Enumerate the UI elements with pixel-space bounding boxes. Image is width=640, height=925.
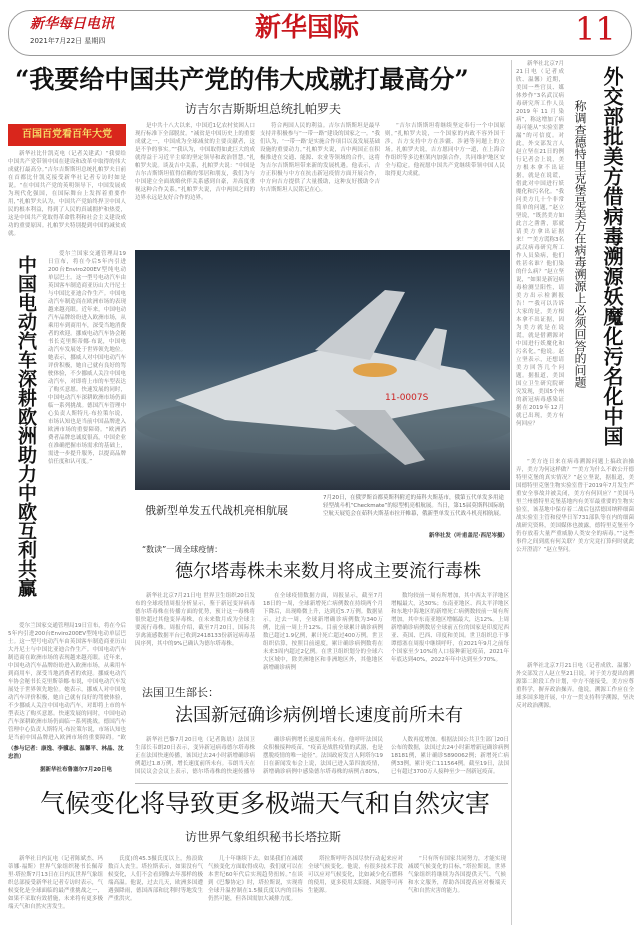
- side-subtitle: 称调查德特里克堡是美方在病毒溯源上必须回答的问题: [573, 100, 587, 388]
- covid-kicker: “数读”一周全球疫情：: [142, 545, 223, 554]
- covid-body-1: 新华社北京7月21日电 世界卫生组织20日发布的全球疫情周报分析显示，鉴于新冠变异病毒德尔塔毒株在传播方面的优势，预计这一毒株将很快超过其他变异毒株，在未来数月成为全球主要流行毒株。周报介绍，截至7月20日，国际共享禽流感数据平台已收到2418133份新冠病毒基因序列，其中的9%已确认为德尔塔毒株。: [135, 593, 255, 647]
- ev-byline: （参与记者：康逸、李骥志、温馨平、林晶、沈忠浩）: [8, 746, 124, 760]
- divider: [135, 783, 508, 784]
- page-number: 11: [575, 10, 616, 48]
- side-body-1: 新华社北京7月21日电（记者成欣、温馨）近期，美国一些官员、媒体炒作“3名武汉病毒研究所工作人员2019年11月染病”，称这增加了病毒可能从“实验室泄漏”的可信度。对此，外交部发言人赵立坚在21日的例行记者会上说，美方根本拿不出证据，就是在说谎，借此对中国进行妖魔化和污名化。“我问美方几十个非常简单的问题，”赵立坚说，“既然美方如此言之凿凿，那就请美方拿出证据来！”“美方谎称3名武汉病毒研究所工作人员染病，他们姓甚名谁？他们染的什么病？”赵立坚说，“如果是新冠病毒检测呈阳性，请美方出示检测报告！”“我可以告诉大家的是，美方根本拿不出证据，因为美方就是在说谎，就是借溯源对中国进行妖魔化和污名化，”他说。赵立坚表示，还想请美方回答几个问题。据报道，美国国立卫生研究院研究发现，美国5个州的新冠病毒感染证据在2019年12月就已出现，美方有何回应？: [516, 61, 564, 427]
- climate-body-1: 新华社日内瓦电（记者陈斌杰、玛蒂娜·福斯）世界气象组织秘书长佩蒂里·塔拉斯7月13日在日内瓦世界气象组织总部接受新华社记者专访时表示，气候变化是全球面临的最严重挑战之一，如果不采取有效措施，未来将有更多极端天气和自然灾害发生。: [8, 856, 103, 910]
- column-divider: [511, 60, 512, 925]
- side-body-2: “美方连日来在病毒溯源问题上搞政治操弄，美方为何这样做？”“美方为什么不敢公开德特里克堡的真实情况？”赵立坚说，据报道，美国德特里克堡生物实验室曾于2019年7月发生严重安全事故并被关闭，美方有何回应？“美国马里兰州德特里克堡基地内有美军最重要的生物实验室，该基地中保存着二战后包括德国纳粹细菌战实验室主管和侵华日军731部队等在内的细菌战研究资料，美国媒体也披露，德特里克堡至今仍存放着大量严重威胁人类安全的病毒。”“这些事件之间到底有何关联？美方究竟打算何时就此公开澄清？”赵立坚问。: [516, 459, 634, 553]
- ev-body: 爱尔兰国家交通管理局19日宣布，将在今后5年内引进200台Enviro200EV型纯电动单层巴士。这一型号电动汽车由英国客车制造商亚历山大丹尼士与中国比亚迪合作生产。中国电动汽车制造商在欧洲市场的表现越来越亮眼。近年来，中国电动汽车品牌纷纷进入欧洲市场，从乘用车到商用车，深受当地消费者的欢迎。挪威电动汽车协会秘书长克里斯蒂娜·布说，中国电动汽车发展处于世界领先地位。她表示，挪威人对中国电动汽车评价积极，她自己就有良好的驾驶体验，不少挪威人关注中国电动汽车，对即将上市的车型表达了购买意愿。快速发展的同时，中国电动汽车深耕欧洲市场仍面临一系列挑战。德国汽车管理中心负责人斯特凡·布拉策尔说，市场认知也是当前中国品牌进入欧洲市场的重要障碍。“欧洲消费者品牌忠诚度很高，中国企业在准确把握市场需求的基础上，需进一步提升服务，以提高品牌信任度和认可度。”: [48, 251, 126, 465]
- france-headline: 法国新冠确诊病例增长速度前所未有: [175, 705, 463, 726]
- climate-headline: 气候变化将导致更多极端天气和自然灾害: [40, 789, 491, 818]
- lead-subtitle: 访吉尔吉斯斯坦总统扎帕罗夫: [185, 102, 342, 116]
- lead-body-4: “吉尔吉斯斯坦将继续坚定奉行一个中国原则，”扎帕罗夫说，一个国家的内政不容外国干涉，吉方支持中方在涉疆、涉港等问题上的立场。扎帕罗夫说，吉方愿同中方一道，在上海合作组织等多边框架内加强合作，共同维护地区安全与稳定。他祝愿中国共产党继续带领中国人民取得更大成就。: [385, 123, 505, 177]
- lead-body-2: 是中共十八大以来，中国近1亿农村贫困人口现行标准下全部脱贫。“减贫是中国历史上的重要成就之一，中国成为全球减贫的主要贡献者，这是不争的事实。”“我认为，中国取得如此巨大的成就得益于习近平主席的坚定领导和政治智慧。”扎帕罗夫说。谈及吉中关系，扎帕罗夫说：“中国是吉尔吉斯斯坦值得信赖的邻居和朋友，我们为与中国建立全面战略伙伴关系感到自豪，并高度重视这种合作关系。”扎帕罗夫说，吉中两国之间的边界永远是友好合作的边界。: [135, 123, 255, 201]
- covid-headline: 德尔塔毒株未来数月将成主要流行毒株: [175, 561, 481, 582]
- climate-body-2: 氏度)的45.3摄氏度以上，热浪致数百人丧生。塔拉斯表示，如果没有气候变化，人们不会看到像去年那样的极端高温。他说，过去几天，欧洲多国遭遇强降雨，德国西部和比利时等地发生严重洪灾。: [108, 856, 203, 902]
- france-body-2: 确诊病例增长速度前所未有。他呼吁法国民众积极接种疫苗，“疫苗是战胜疫情的武器，也是摆脱疫情的唯一途径”。法国政府发言人阿塔尔19日在新闻发布会上说，法国已进入第四波疫情，新增确诊病例中感染德尔塔毒株的病例占80%，: [263, 737, 383, 775]
- fighter-jet-illustration: [135, 250, 510, 490]
- column-banner: 百国百党看百年大党: [8, 124, 126, 146]
- covid-body-2: 在全球疫情数据方面，周报显示，截至7月18日的一周，全球新增死亡病例数在持续两个月下降后，出现略微上升，达到近5.7万例。数据显示，过去一周，全球新增确诊病例数为340万例，比前一周上升12%。目前全球累计确诊病例数已超过1.9亿例，累计死亡超过400万例。世卫组织估算，按照目前速度，累计确诊病例数将在未来3周内超过2亿例。在世卫组织划分的全球六大区域中，除美洲地区和非洲地区外，其他地区新增确诊病例: [263, 593, 383, 671]
- section-title: 新华国际: [255, 13, 360, 43]
- climate-body-5: “只有所有国家共同努力，才能实现减缓气候变化的目标，”塔拉斯说，世界气象组织将继续为各国提供天气、气候和水文服务，帮助各国提高应对极端天气和自然灾害的能力。: [408, 856, 506, 894]
- lead-body-3: 符合两国人民的利益。吉尔吉斯斯坦是最早支持并积极参与“一带一路”建设的国家之一。“我们认为，‘一带一路’是实施合作项目以及发展基础设施的重要动力，”扎帕罗夫说，吉中两国正在积极推进在交通、能源、农业等领域的合作，这将为吉尔吉斯斯坦带来新的发展机遇。他表示，吉方正积极与中方在抗击新冠疫情方面开展合作，中方向吉方提供了大量援助，这种友好援助令吉尔吉斯斯坦人民铭记在心。: [260, 123, 380, 193]
- france-kicker: 法国卫生部长：: [142, 686, 219, 699]
- photo-title: 俄新型单发五代战机亮相航展: [145, 504, 288, 517]
- issue-date: 2021年7月22日 星期四: [30, 37, 106, 45]
- airshow-photo: [135, 250, 510, 490]
- france-body-1: 新华社巴黎7月20日电（记者陈晨）法国卫生部长韦朗20日表示，变异新冠病毒德尔塔毒株正在法国快速传播，该国过去24小时新增确诊病例超过1.8万例，增长速度前所未有。韦朗当天在国民议会会议上表示，德尔塔毒株的快速传播导: [135, 737, 255, 775]
- climate-body-4: 塔拉斯呼吁各国尽快行动起来应对全球气候变化。他说，有很多技术手段可以应对气候变化，比如减少化石燃料的使用，更多使用太阳能、风能等可再生能源。: [308, 856, 403, 894]
- jet-tail-number: 11-0007S: [385, 393, 429, 403]
- newspaper-logo: 新华每日电讯: [30, 16, 114, 32]
- ev-headline: 中国电动汽车深耕欧洲助力中欧互利共赢: [15, 255, 37, 597]
- side-headline: 外交部批美方借病毒溯源妖魔化污名化中国: [600, 66, 624, 446]
- climate-subtitle: 访世界气象组织秘书长塔拉斯: [185, 830, 342, 844]
- france-body-3: 人数再度增加。根据法国公共卫生部门20日公布的数据，法国过去24小时新增新冠确诊病例18181例，累计确诊5890062例；新增死亡病例33例，累计死亡111564例。截至19日，法国已有超过3700万人接种至少一剂新冠疫苗。: [391, 737, 509, 775]
- lead-body-1: 新华社比什凯克电（记者关建武）“我要给中国共产党带领中国在建设和改革中取得的伟大成就打最高分。”吉尔吉斯斯坦总统扎帕罗夫日前在首都比什凯克接受新华社记者专访时如是说。“在中国共产党的英明领导下，中国发展成为现代化强国，在国际舞台上发挥着重要作用，”扎帕罗夫认为，中国共产党始终捍卫中国人民的根本利益，得到了人民的真诚拥护和热爱，这是中国共产党取得革命胜利和社会主义建设成功的重要原因。扎帕罗夫特别提到中国的减贫成就。: [8, 151, 126, 237]
- side-body-3: 新华社北京7月21日电（记者成欣、温馨）外交部发言人赵立坚21日说，对于美方提出的溯源第二阶段工作计划，中方不能接受，美方应尊重科学，摒弃政治操弄。他说，溯源工作应在全球多国多地开展，中方一贯支持科学溯源，坚决反对政治溯源。: [516, 663, 634, 709]
- photo-caption: 7月20日，在俄罗斯首都莫斯科附近的茹科夫斯基市，俄第五代单发多用途轻型战斗机“Checkmate”的原型机亮相航展。当日，第15届莫斯科国际航空航天展览会在茹科夫斯基市拉开帷幕，俄新型单发五代战斗机亮相航展。: [323, 495, 505, 517]
- photo-credit: 新华社发（叶甫盖尼·西尼岑摄）: [428, 533, 508, 539]
- covid-body-3: 数均较前一周有所增加，其中西太平洋地区增幅最大，达30%；东南亚地区、西太平洋地区和东地中海地区的新增死亡病例数较前一周有所增加，其中东南亚地区增幅最大，达12%。上周新增确诊病例数居全球前五位的国家是印度尼西亚、英国、巴西、印度和美国。世卫组织总干事谭德塞在周报中继续呼吁，在2021年9月之前每个国家至少10%的人口接种新冠疫苗，2021年年底达到40%，2022年年中达到至少70%。: [391, 593, 509, 663]
- ev-body-cont: 爱尔兰国家交通管理局19日宣布，将在今后5年内引进200台Enviro200EV型纯电动单层巴士。这一型号电动汽车由英国客车制造商亚历山大丹尼士与中国比亚迪合作生产。中国电动汽车制造商在欧洲市场的表现越来越亮眼。近年来，中国电动汽车品牌纷纷进入欧洲市场，从乘用车到商用车，深受当地消费者的欢迎。挪威电动汽车协会秘书长克里斯蒂娜·布说，中国电动汽车发展处于世界领先地位。她表示，挪威人对中国电动汽车评价积极，她自己就有良好的驾驶体验，不少挪威人关注中国电动汽车，对即将上市的车型表达了购买意愿。快速发展的同时，中国电动汽车深耕欧洲市场仍面临一系列挑战。德国汽车管理中心负责人斯特凡·布拉策尔说，市场认知也是当前中国品牌进入欧洲市场的重要障碍。“欧: [8, 623, 126, 741]
- climate-body-3: 几十年继续下去。如果我们在减缓气候变化方面取得成功，我们就可以在本世纪60年代后实现趋势扭转。”在谈到《巴黎协定》时，塔拉斯说，实现将全球升温控制在1.5摄氏度以内的目标仍然可能，但各国需加大减排力度。: [208, 856, 303, 902]
- lead-headline: “我要给中国共产党的伟大成就打最高分”: [15, 65, 469, 94]
- ev-credit: 据新华社布鲁塞尔7月20日电: [40, 767, 112, 773]
